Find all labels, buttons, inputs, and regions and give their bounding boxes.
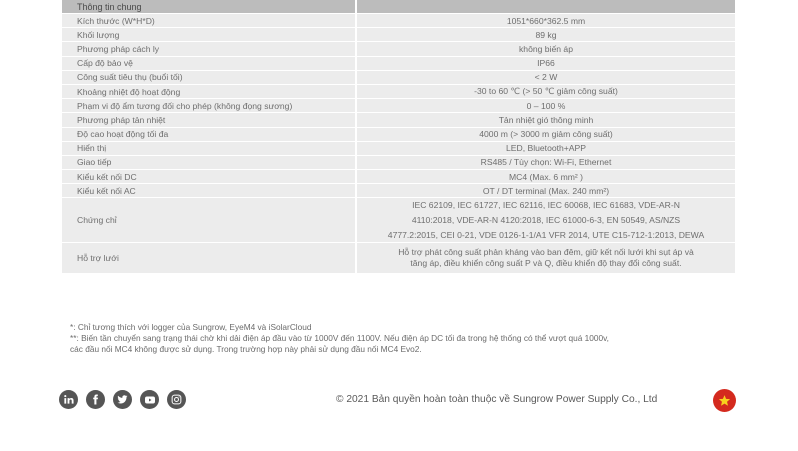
table-row	[62, 85, 735, 99]
certificates-value	[357, 198, 735, 243]
spec-table	[62, 0, 735, 274]
row-value: IP66	[357, 57, 735, 71]
table-row	[62, 57, 735, 71]
footnote: các đầu nối MC4 không được sử dụng. Trong trường hợp này phải sử dụng đầu nối MC4 Evo2.	[70, 344, 422, 354]
row-value: 1051*660*362.5 mm	[357, 14, 735, 28]
twitter-icon[interactable]	[113, 390, 132, 409]
footnotes	[70, 322, 730, 355]
vietnam-flag-icon[interactable]	[713, 389, 736, 412]
table-row	[62, 170, 735, 184]
row-label: Chứng chỉ	[62, 198, 357, 243]
row-label: Phương pháp tản nhiệt	[62, 113, 357, 127]
row-label: Độ cao hoạt động tối đa	[62, 128, 357, 142]
row-value: MC4 (Max. 6 mm² )	[357, 170, 735, 184]
table-row	[62, 14, 735, 28]
row-value: < 2 W	[357, 71, 735, 85]
row-value: 0 – 100 %	[357, 99, 735, 113]
table-row	[62, 71, 735, 85]
table-row	[62, 99, 735, 113]
row-value: Tản nhiệt gió thông minh	[357, 113, 735, 127]
row-value: 89 kg	[357, 28, 735, 42]
social-links	[59, 390, 186, 409]
row-value: RS485 / Tùy chọn: Wi-Fi, Ethernet	[357, 156, 735, 170]
row-value: LED, Bluetooth+APP	[357, 142, 735, 156]
row-label: Hiển thị	[62, 142, 357, 156]
table-row-grid-support	[62, 243, 735, 274]
row-label: Giao tiếp	[62, 156, 357, 170]
row-value: không biến áp	[357, 42, 735, 56]
table-row-certificates	[62, 198, 735, 243]
grid-support-value	[357, 243, 735, 274]
row-label: Công suất tiêu thụ (buổi tối)	[62, 71, 357, 85]
table-row	[62, 42, 735, 56]
row-label: Khoảng nhiệt độ hoạt động	[62, 85, 357, 99]
instagram-icon[interactable]	[167, 390, 186, 409]
table-row	[62, 28, 735, 42]
table-row	[62, 142, 735, 156]
row-label: Hỗ trợ lưới	[62, 243, 357, 274]
row-label: Cấp độ bảo vệ	[62, 57, 357, 71]
table-row	[62, 128, 735, 142]
row-label: Kiểu kết nối AC	[62, 184, 357, 198]
certificates-line: 4777.2:2015, CEI 0-21, VDE 0126-1-1/A1 VFR 2014, UTE C15-712-1:2013, DEWA	[387, 229, 705, 240]
footnote: **: Biến tần chuyển sang trạng thái chờ khi dải điện áp đầu vào từ 1000V đến 1100V. Nếu điện áp DC tối đa trong hệ thống có thể vượt quá 1000v,	[70, 333, 609, 343]
row-label: Phương pháp cách ly	[62, 42, 357, 56]
linkedin-icon[interactable]	[59, 390, 78, 409]
row-label: Phạm vi độ ẩm tương đối cho phép (không đọng sương)	[62, 99, 357, 113]
table-row	[62, 156, 735, 170]
facebook-icon[interactable]	[86, 390, 105, 409]
certificates-line: IEC 62109, IEC 61727, IEC 62116, IEC 60068, IEC 61683, VDE-AR-N	[412, 200, 680, 211]
row-label: Kiểu kết nối DC	[62, 170, 357, 184]
table-header: Thông tin chung	[62, 0, 357, 14]
youtube-icon[interactable]	[140, 390, 159, 409]
copyright-text: © 2021 Bản quyền hoàn toàn thuộc về Sungrow Power Supply Co., Ltd	[336, 394, 658, 405]
table-header-value	[357, 0, 735, 14]
row-label: Kích thước (W*H*D)	[62, 14, 357, 28]
grid-support-line: tăng áp, điều khiển công suất P và Q, điều khiển độ thay đổi công suất.	[410, 258, 682, 269]
table-row	[62, 184, 735, 198]
row-value: OT / DT terminal (Max. 240 mm²)	[357, 184, 735, 198]
row-value: -30 to 60 ℃ (> 50 ℃ giảm công suất)	[357, 85, 735, 99]
row-label: Khối lượng	[62, 28, 357, 42]
table-row	[62, 113, 735, 127]
certificates-line: 4110:2018, VDE-AR-N 4120:2018, IEC 61000-6-3, EN 50549, AS/NZS	[411, 215, 681, 226]
row-value: 4000 m (> 3000 m giảm công suất)	[357, 128, 735, 142]
table-header-row	[62, 0, 735, 14]
footnote: *: Chỉ tương thích với logger của Sungrow, EyeM4 và iSolarCloud	[70, 322, 312, 332]
grid-support-line: Hỗ trợ phát công suất phản kháng vào ban đêm, giữ kết nối lưới khi sụt áp và	[398, 246, 694, 257]
